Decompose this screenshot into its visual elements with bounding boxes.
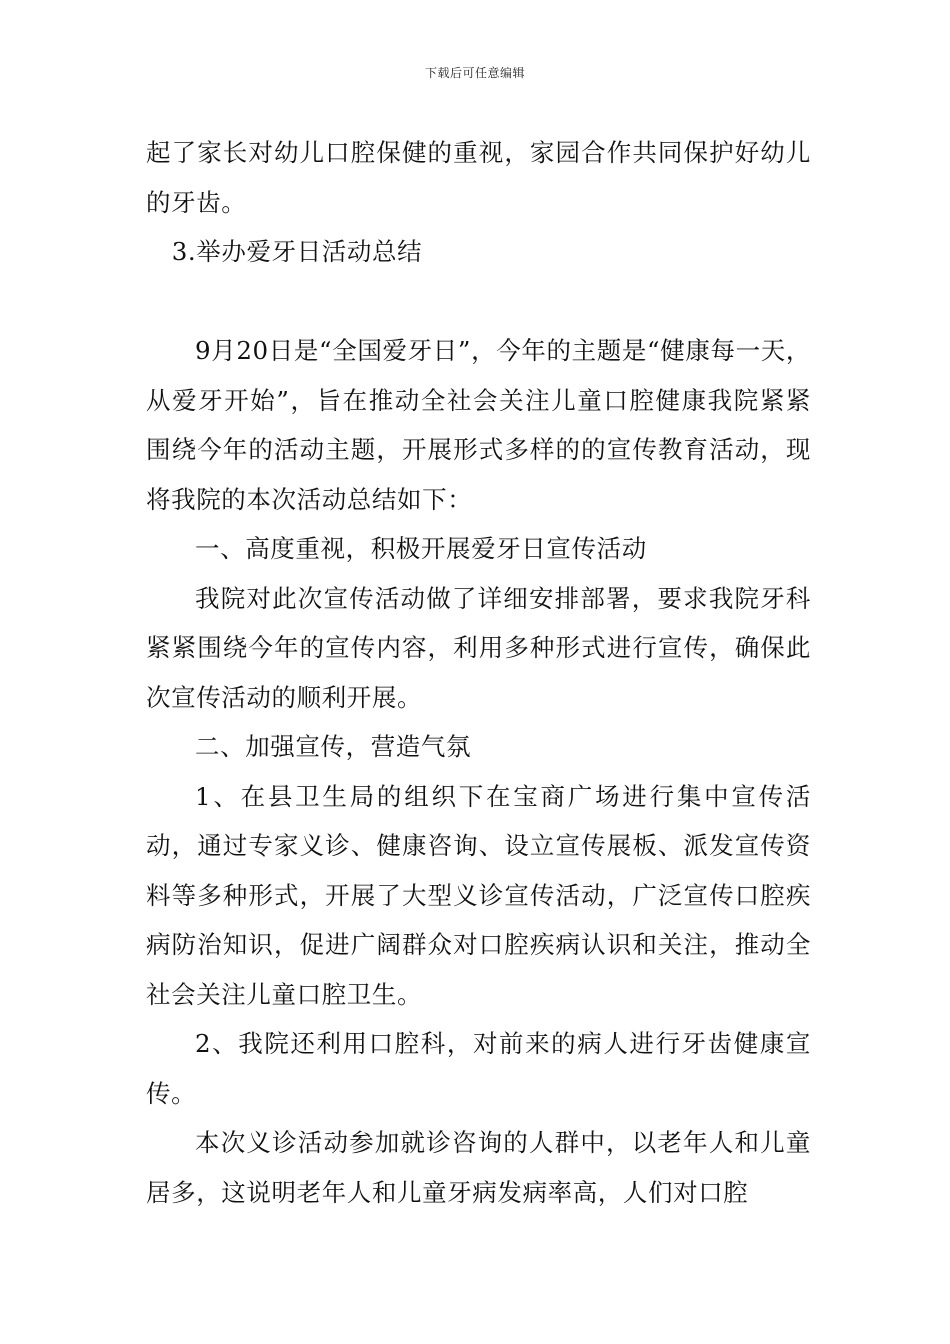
paragraph-item-two: 2、我院还利用口腔科，对前来的病人进行牙齿健康宣传。 bbox=[146, 1029, 811, 1108]
paragraph-intro: 9月20日是“全国爱牙日”，今年的主题是“健康每一天，从爱牙开始”，旨在推动全社会关注儿童口腔健康我院紧紧围绕今年的活动主题，开展形式多样的的宣传教育活动，现将我院的本次活动总结如下： bbox=[146, 336, 811, 514]
paragraph-item-one: 1、在县卫生局的组织下在宝商广场进行集中宣传活动，通过专家义诊、健康咨询、设立宣传展板、派发宣传资料等多种形式，开展了大型义诊宣传活动，广泛宣传口腔疾病防治知识，促进广阔群众对口腔疾病认识和关注，推动全社会关注儿童口腔卫生。 bbox=[146, 781, 811, 1009]
paragraph-results: 本次义诊活动参加就诊咨询的人群中，以老年人和儿童居多，这说明老年人和儿童牙病发病率高，人们对口腔 bbox=[146, 1128, 811, 1207]
paragraph-continuation: 起了家长对幼儿口腔保健的重视，家园合作共同保护好幼儿的牙齿。 bbox=[146, 138, 811, 217]
document-body bbox=[146, 128, 811, 1217]
page-header: 下载后可任意编辑 bbox=[424, 66, 525, 80]
blank-line bbox=[146, 277, 811, 327]
heading-two: 二、加强宣传，营造气氛 bbox=[195, 732, 472, 761]
paragraph-arrangement: 我院对此次宣传活动做了详细安排部署，要求我院牙科紧紧围绕今年的宣传内容，利用多种形式进行宣传，确保此次宣传活动的顺利开展。 bbox=[146, 583, 811, 712]
section-title: 3.举办爱牙日活动总结 bbox=[171, 237, 423, 266]
heading-one: 一、高度重视，积极开展爱牙日宣传活动 bbox=[195, 534, 647, 563]
